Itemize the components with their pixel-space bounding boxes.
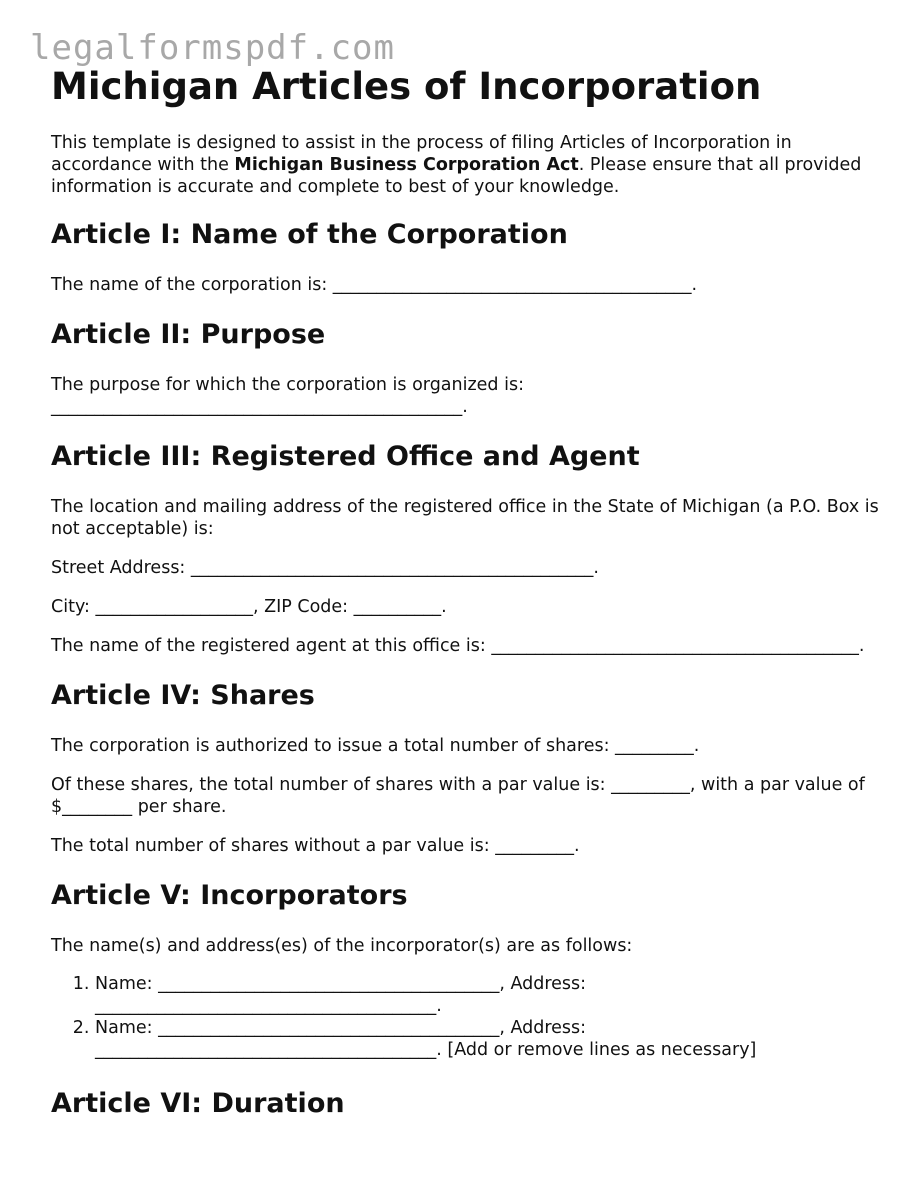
- article-2-heading: Article II: Purpose: [51, 319, 326, 350]
- article-3-heading: Article III: Registered Office and Agent: [51, 441, 640, 472]
- article-1-heading: Article I: Name of the Corporation: [51, 219, 568, 250]
- incorporator-line[interactable]: 1. Name: _______________________________________, Address: _______________________________________.: [95, 973, 881, 1017]
- corporation-name-field[interactable]: The name of the corporation is: _________________________________________.: [51, 275, 698, 295]
- incorporator-line[interactable]: 2. Name: _______________________________________, Address: _______________________________________. [Add or remove lines as necessary]: [95, 1017, 881, 1061]
- article-5-heading: Article V: Incorporators: [51, 880, 408, 911]
- intro-text-before: This template is designed to assist in the process of filing Articles of Incorporation in accordance with the: [51, 133, 792, 175]
- registered-agent-field[interactable]: The name of the registered agent at this office is: __________________________________________.: [51, 636, 865, 656]
- intro-act-name: Michigan Business Corporation Act: [234, 155, 579, 175]
- article-4-heading: Article IV: Shares: [51, 680, 315, 711]
- document-body: [51, 62, 881, 1121]
- total-shares-field[interactable]: The corporation is authorized to issue a total number of shares: _________.: [51, 736, 700, 756]
- watermark-logo: legalformspdf.com: [30, 28, 395, 68]
- registered-office-text: The location and mailing address of the registered office in the State of Michigan (a P.O. Box is not acceptable) is:: [51, 497, 879, 539]
- intro-paragraph: [51, 132, 881, 198]
- street-address-field[interactable]: Street Address: ______________________________________________.: [51, 558, 599, 578]
- incorporators-text: The name(s) and address(es) of the incorporator(s) are as follows:: [51, 936, 633, 956]
- intro-text-after: . Please ensure that all provided information is accurate and complete to best of your knowledge.: [51, 155, 862, 197]
- par-value-shares-field[interactable]: Of these shares, the total number of shares with a par value is: _________, with a par value of $________ per share.: [51, 775, 865, 817]
- city-zip-field[interactable]: City: __________________, ZIP Code: __________.: [51, 597, 447, 617]
- purpose-field[interactable]: The purpose for which the corporation is organized is: _______________________________________________.: [51, 375, 524, 417]
- no-par-shares-field[interactable]: The total number of shares without a par value is: _________.: [51, 836, 580, 856]
- page-title: Michigan Articles of Incorporation: [51, 65, 762, 108]
- incorporators-list: [51, 973, 881, 1061]
- article-6-heading: Article VI: Duration: [51, 1088, 345, 1119]
